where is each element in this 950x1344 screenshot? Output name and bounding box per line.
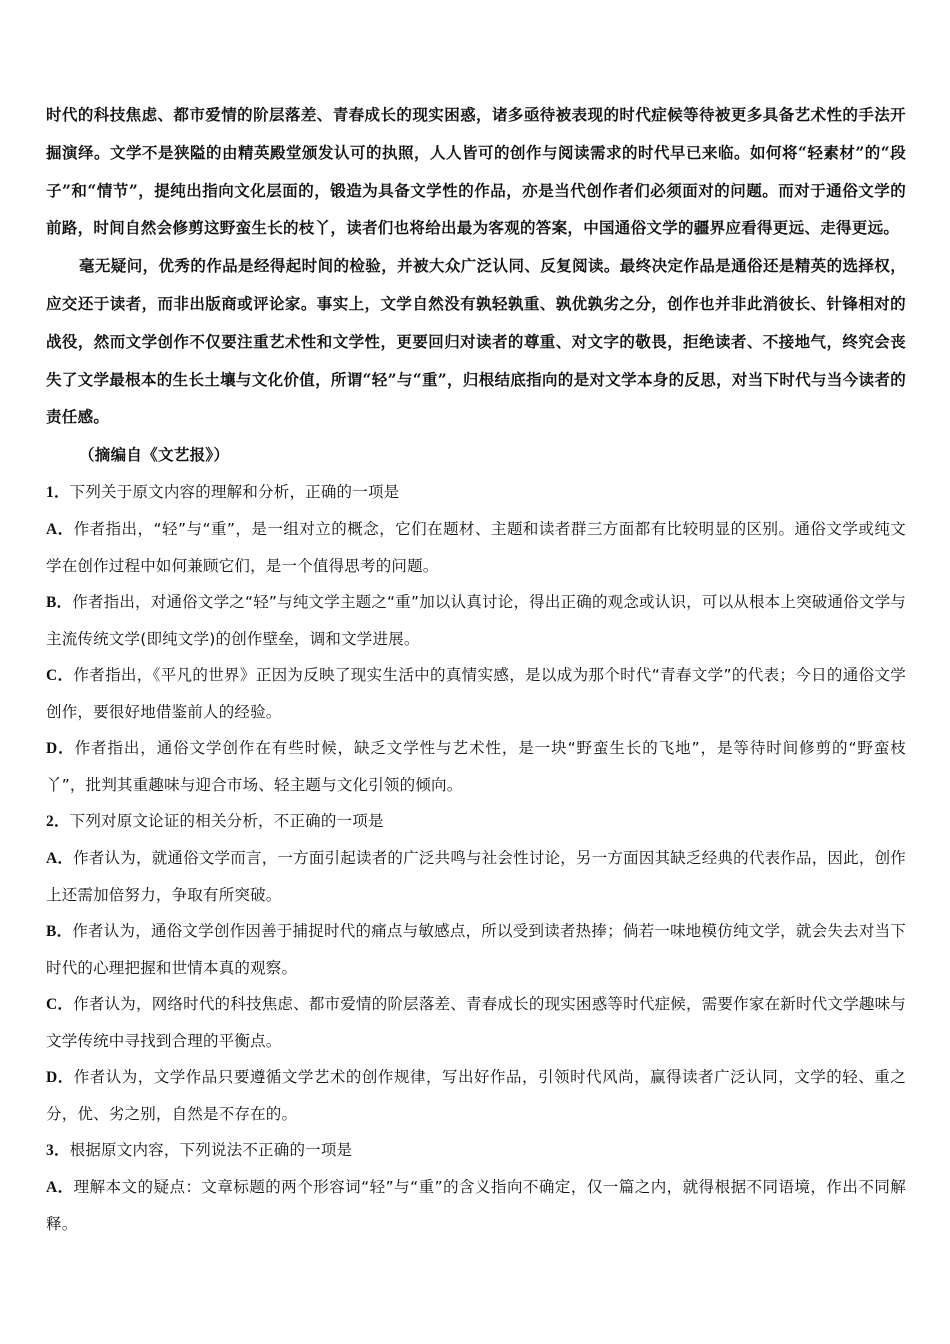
option-d	[46, 1059, 906, 1132]
option-label: A．	[46, 520, 74, 538]
question-text: 下列关于原文内容的理解和分析，正确的一项是	[69, 482, 400, 501]
option-label: C．	[46, 995, 74, 1013]
option-label: D．	[46, 739, 75, 757]
option-label: A．	[46, 1178, 74, 1196]
question-text: 下列对原文论证的相关分析，不正确的一项是	[69, 811, 384, 830]
option-d	[46, 730, 906, 803]
option-text: 作者指出，《平凡的世界》正因为反映了现实生活中的真情实感，是以成为那个时代“青春文学”的代表；今日的通俗文学创作，要很好地借鉴前人的经验。	[46, 665, 907, 721]
document-page	[46, 96, 906, 1242]
question-1	[46, 474, 906, 803]
passage-source: （摘编自《文艺报》）	[79, 445, 230, 465]
passage-paragraph-1: 时代的科技焦虑、都市爱情的阶层落差、青春成长的现实困惑，诸多亟待被表现的时代症候等待被更多具备艺术性的手法开掘演绎。文学不是狭隘的由精英殿堂颁发认可的执照，人人皆可的创作与阅读需求的时代早已来临。如何将“轻素材”的“段子”和“情节”，提纯出指向文化层面的，锻造为具备文学性的作品，亦是当代创作者们必须面对的问题。而对于通俗文学的前路，时间自然会修剪这野蛮生长的枝丫，读者们也将给出最为客观的答案，中国通俗文学的疆界应看得更远、走得更远。	[46, 105, 906, 238]
option-b	[46, 584, 906, 657]
option-label: A．	[46, 849, 74, 867]
question-stem	[46, 803, 906, 840]
question-3	[46, 1132, 906, 1242]
question-number: 3．	[46, 1141, 70, 1159]
question-text: 根据原文内容，下列说法不正确的一项是	[69, 1140, 353, 1159]
option-a	[46, 511, 906, 584]
option-b	[46, 913, 906, 986]
question-stem	[46, 474, 906, 511]
question-number: 1．	[46, 483, 70, 501]
option-text: 作者认为，网络时代的科技焦虑、都市爱情的阶层落差、青春成长的现实困惑等时代症候，需要作家在新时代文学趣味与文学传统中寻找到合理的平衡点。	[46, 994, 906, 1050]
option-label: B．	[46, 593, 73, 611]
option-text: 作者指出，“轻”与“重”，是一组对立的概念，它们在题材、主题和读者群三方面都有比较明显的区别。通俗文学或纯文学在创作过程中如何兼顾它们，是一个值得思考的问题。	[46, 519, 906, 575]
option-label: B．	[46, 922, 73, 940]
option-label: D．	[46, 1068, 74, 1086]
question-2	[46, 803, 906, 1132]
option-text: 作者指出，通俗文学创作在有些时候，缺乏文学性与艺术性，是一块“野蛮生长的飞地”，是等待时间修剪的“野蛮枝丫”，批判其重趣味与迎合市场、轻主题与文化引领的倾向。	[46, 738, 906, 794]
option-text: 作者认为，通俗文学创作因善于捕捉时代的痛点与敏感点，所以受到读者热捧；倘若一味地模仿纯文学，就会失去对当下时代的心理把握和世情本真的观察。	[46, 921, 906, 977]
question-number: 2．	[46, 812, 70, 830]
option-c	[46, 986, 906, 1059]
option-a	[46, 1169, 906, 1242]
option-label: C．	[46, 666, 74, 684]
option-text: 作者认为，就通俗文学而言，一方面引起读者的广泛共鸣与社会性讨论，另一方面因其缺乏经典的代表作品，因此，创作上还需加倍努力，争取有所突破。	[46, 848, 906, 904]
option-text: 作者认为，文学作品只要遵循文学艺术的创作规律，写出好作品，引领时代风尚，赢得读者广泛认同，文学的轻、重之分，优、劣之别，自然是不存在的。	[46, 1067, 906, 1123]
passage-paragraph-2: 毫无疑问，优秀的作品是经得起时间的检验，并被大众广泛认同、反复阅读。最终决定作品是通俗还是精英的选择权，应交还于读者，而非出版商或评论家。事实上，文学自然没有孰轻孰重、孰优孰劣之分，创作也并非此消彼长、针锋相对的战役，然而文学创作不仅要注重艺术性和文学性，更要回归对读者的尊重、对文字的敬畏，拒绝读者、不接地气，终究会丧失了文学最根本的生长土壤与文化价值，所谓“轻”与“重”，归根结底指向的是对文学本身的反思，对当下时代与当今读者的责任感。	[46, 256, 906, 427]
option-c	[46, 657, 906, 730]
question-stem	[46, 1132, 906, 1169]
option-text: 作者指出，对通俗文学之“轻”与纯文学主题之“重”加以认真讨论，得出正确的观念或认识，可以从根本上突破通俗文学与主流传统文学(即纯文学)的创作壁垒，调和文学进展。	[46, 592, 906, 648]
option-text: 理解本文的疑点：文章标题的两个形容词“轻”与“重”的含义指向不确定，仅一篇之内，就得根据不同语境，作出不同解释。	[46, 1177, 906, 1233]
option-a	[46, 840, 906, 913]
